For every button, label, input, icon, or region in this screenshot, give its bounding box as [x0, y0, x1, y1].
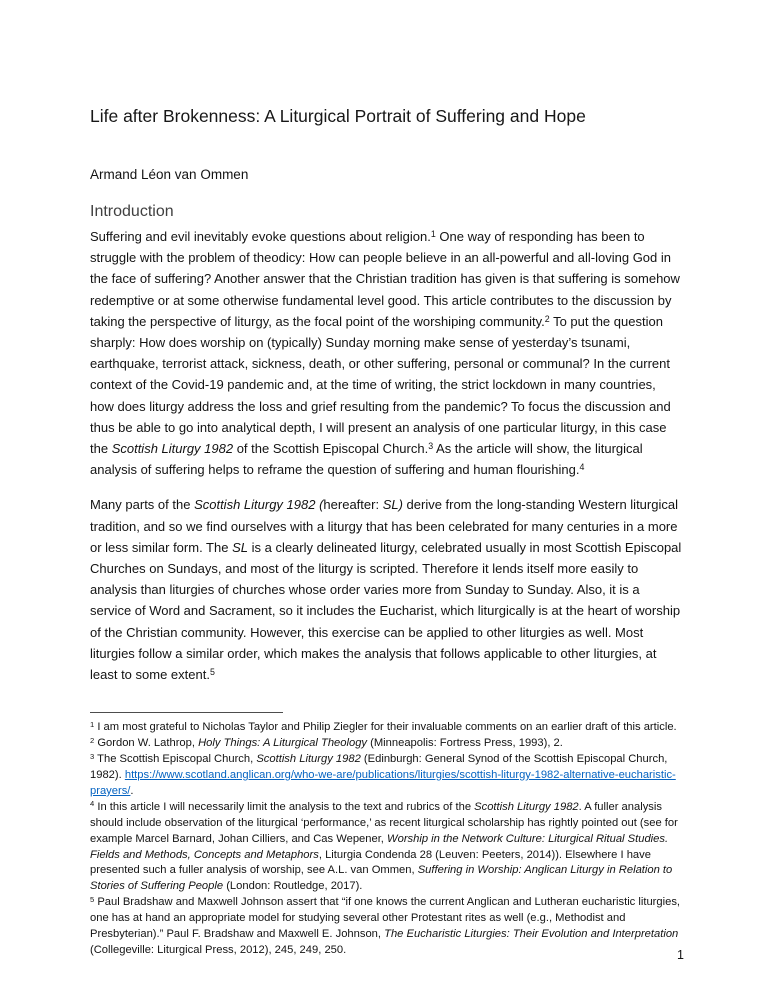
footnote — [90, 720, 683, 736]
italic-text: Scottish Liturgy 1982 — [474, 800, 579, 813]
text-run: . A fuller analysis should include observation of the liturgical ‘performance,’ as recent liturgical scholarship has rightly pointed out (see for example Marcel Barnard, Johan Cilliers, and Cas Wepener, — [90, 800, 678, 845]
footnote — [90, 736, 683, 752]
text-run: As the article will show, the liturgical analysis of suffering helps to reframe the question of suffering and human flourishing. — [90, 441, 643, 478]
text-run: hereafter: — [323, 497, 383, 513]
section-heading-introduction: Introduction — [90, 203, 174, 220]
text-run: (London: Routledge, 2017). — [223, 880, 363, 893]
footnote-ref: 4 — [90, 799, 95, 809]
footnote-ref: 5 — [209, 667, 215, 678]
body-paragraph — [90, 494, 683, 685]
text-run: , Liturgia Condenda 28 (Leuven: Peeters, 2014)). Elsewhere I have presented such a fuller analysis of worship, see A.L. van Ommen, — [90, 848, 651, 877]
footnote-ref: 3 — [90, 751, 95, 761]
italic-text: SL — [232, 539, 248, 555]
footnote-ref: 1 — [90, 719, 95, 729]
footnotes-section — [90, 712, 683, 959]
text-run: (Minneapolis: Fortress Press, 1993), 2. — [367, 737, 563, 750]
footnote-ref: 5 — [90, 894, 95, 904]
italic-text: Scottish Liturgy 1982 — [256, 753, 361, 766]
text-run: I am most grateful to Nicholas Taylor and Philip Ziegler for their invaluable comments on an earlier draft of this article. — [94, 721, 677, 734]
footnote-ref: 1 — [430, 229, 436, 240]
text-run: In this article I will necessarily limit the analysis to the text and rubrics of the — [94, 800, 475, 813]
italic-text: Worship in the Network Culture: Liturgical Ritual Studies. Fields and Methods, Concepts and Metaphors — [90, 832, 669, 861]
italic-text: Holy Things: A Liturgical Theology — [198, 737, 368, 750]
italic-text: Scottish Liturgy 1982 ( — [194, 497, 324, 513]
hyperlink[interactable]: https://www.scotland.anglican.org/who-we-are/publications/liturgies/scottish-liturgy-1982-alternative-eucharistic-prayers/ — [90, 768, 676, 797]
italic-text: SL) — [382, 497, 403, 513]
author-name: Armand Léon van Ommen — [90, 167, 249, 182]
text-run: To put the question sharply: How does worship on (typically) Sunday morning make sense of yesterday’s tsunami, earthquake, terrorist attack, sickness, death, or other suffering, personal or communal? In the current context of the Covid-19 pandemic and, at the time of writing, the strict lockdown in many countries, how does liturgy address the loss and grief resulting from the pandemic? To focus the discussion and thus be able to go into analytical depth, I will present an analysis of one particular liturgy, in this case the — [90, 313, 671, 457]
italic-text: The Eucharistic Liturgies: Their Evolution and Interpretation — [384, 928, 679, 941]
text-run: Paul Bradshaw and Maxwell Johnson assert that “if one knows the current Anglican and Lutheran eucharistic liturgies, one has at hand an appropriate model for studying several other Protestant rites as well (e.g., Methodist and Presbyterian).” Paul F. Bradshaw and Maxwell E. Johnson, — [90, 896, 681, 941]
footnote-ref: 4 — [579, 462, 585, 473]
text-run: derive from the long-standing Western liturgical tradition, and so we find ourselves with a liturgy that has been celebrated for many centuries in a more or less similar form. The — [90, 497, 678, 555]
text-run: One way of responding has been to struggle with the problem of theodicy: How can people believe in an all-powerful and all-loving God in the face of suffering? Another answer that the Christian tradition has given is that suffering is somehow redemptive or at some otherwise fundamental level good. This article contributes to the discussion by taking the perspective of liturgy, as the focal point of the worshiping community. — [90, 229, 680, 329]
text-run: is a clearly delineated liturgy, celebrated usually in most Scottish Episcopal Churches on Sundays, and most of the liturgy is scripted. Therefore it lends itself more easily to analysis than liturgies of churches whose order varies more from Sunday to Sunday. Also, it is a service of Word and Sacrament, so it includes the Eucharist, which liturgically is at the heart of worship of the Christian community. However, this exercise can be applied to other liturgies as well. Most liturgies follow a similar order, which makes the analysis that follows applicable to other liturgies, at least to some extent. — [90, 539, 682, 683]
italic-text: Scottish Liturgy 1982 — [111, 441, 234, 457]
footnote — [90, 800, 683, 895]
text-run: Gordon W. Lathrop, — [94, 737, 199, 750]
text-run: Suffering and evil inevitably evoke questions about religion. — [90, 229, 431, 244]
text-run: (Collegeville: Liturgical Press, 2012), 245, 249, 250. — [90, 943, 347, 956]
text-run: . — [130, 784, 134, 797]
article-title: Life after Brokenness: A Liturgical Portrait of Suffering and Hope — [90, 106, 586, 126]
italic-text: Suffering in Worship: Anglican Liturgy in Relation to Stories of Suffering People — [90, 864, 673, 893]
article-body — [90, 226, 683, 685]
text-run: (Edinburgh: General Synod of the Scottish Episcopal Church, 1982). — [90, 753, 668, 781]
body-paragraph — [90, 226, 683, 480]
text-run: The Scottish Episcopal Church, — [94, 753, 257, 766]
footnote — [90, 752, 683, 800]
footnote-ref: 2 — [90, 735, 95, 745]
footnote-ref: 2 — [544, 313, 550, 324]
footnote-separator — [90, 712, 283, 713]
page-number: 1 — [677, 948, 684, 962]
text-run: Many parts of the — [90, 497, 195, 513]
text-run: of the Scottish Episcopal Church. — [233, 441, 429, 457]
footnote — [90, 895, 683, 959]
footnote-ref: 3 — [428, 441, 434, 452]
